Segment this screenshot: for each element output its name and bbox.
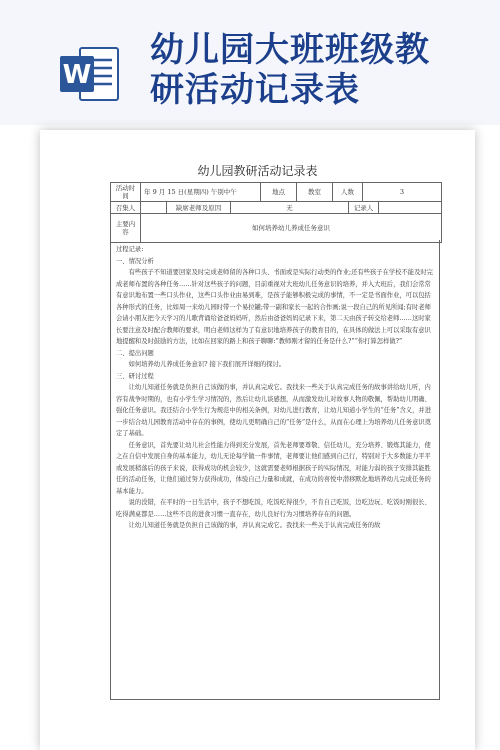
section-1-paragraph-1: 有些孩子不知道要回家及时完成老师留的各种口头、书面或是实际行动类的作业;还有些孩子在学校不能及时完成老师布置的各种任务……针对这些孩子的问题，目前重视对大班幼儿任务意识的培养，并入大班后，我们会常常有意识地布置一些口头作业，这些口头作业由易到难，是孩子能够积极完成的事情，不一定是书面作业，可以包括各种形式的任务，比如周一来幼儿园时带一个易拉罐;带一副和家长一起的合作画;说一段自己的所见所闻;有时老师会请小朋友把今天学习的儿歌背诵给爸爸妈妈听，然后由爸爸妈妈记录下来，第二天由孩子转交给老师……这时家长要注意及时配合教师的要求，明白老师这样为了有意识地培养孩子的教育目的，在具体的做法上可以采取有意识地提醒和及时鼓励的方法，比如在回家的路上和孩子聊聊:“教师刚才留的任务是什么?”“你打算怎样做?” xyxy=(116,269,433,345)
section-3-paragraph-4: 让幼儿知道任务就是负担自己该做的事，并认真完成它。我找来一些关于认真完成任务的故 xyxy=(128,522,381,529)
absent-value: 无 xyxy=(231,202,349,213)
topic-value: 如何培养幼儿养成任务意识 xyxy=(252,224,330,232)
place-value: 教室 xyxy=(297,183,333,201)
section-1-heading: 一、情况分析 xyxy=(116,257,154,265)
time-label: 活动时间 xyxy=(111,183,141,201)
svg-text:W: W xyxy=(62,60,92,90)
convener-value xyxy=(141,202,167,213)
table-row-time xyxy=(111,183,441,202)
recorder-value xyxy=(379,202,441,213)
table-row-topic xyxy=(111,214,441,243)
document-page xyxy=(40,130,475,750)
section-3-paragraph-2: 任务意识，首先要让幼儿社会性能力得到充分发展，首先老师要尊敬、信任幼儿，充分培养、锻炼其能力，使之在自信中发展自身的基本能力，幼儿无论每学做一件事情，老师要让他们感到自己行，特别对于大多数能力平平或发展稍落后的孩子来说，获得成功的机会较少，这就需要老师根据孩子的实际情况，对能力弱的孩子安排其能胜任的活动任务，让他们通过努力获得成功，体验自己力量和成就，在成功的喜悦中潜移默化地培养幼儿完成任务的基本能力。 xyxy=(116,441,431,495)
header-banner xyxy=(0,0,500,125)
topic-label: 主要内容 xyxy=(111,214,141,242)
process-record-body xyxy=(110,240,440,700)
banner-title-line-1: 幼儿园大班班级教 xyxy=(150,30,430,70)
absent-label: 缺席老师及原因 xyxy=(167,202,231,213)
section-3-paragraph-1: 让幼儿知道任务就是负担自己该做的事，并认真完成它。我找来一些关于认真完成任务的故事讲给幼儿听，内容有战争时期的，也有小学生学习情况的，然后让幼儿谈感想，从而激发幼儿对故事人物的敬佩，帮助幼儿明确、强化任务意识。我还结合小学生行为规范中的相关条例，对幼儿进行教育，让幼儿知道小学生的“任务”含义，并进一步结合幼儿园教育活动中存在的事例，使幼儿更明确自己的“任务”是什么，从而在心理上为培养幼儿任务意识奠定了基础。 xyxy=(116,384,431,437)
banner-title-line-2: 研活动记录表 xyxy=(150,70,360,110)
convener-label: 召集人 xyxy=(111,202,141,213)
record-heading: 过程记录: xyxy=(116,246,144,253)
document-title: 幼儿园教研活动记录表 xyxy=(197,164,318,178)
count-label: 人数 xyxy=(333,183,363,201)
word-document-icon xyxy=(58,42,122,106)
record-table xyxy=(110,182,442,243)
section-2-heading: 二、提出问题 xyxy=(116,349,154,357)
banner-title xyxy=(150,30,490,110)
section-3-heading: 三、研讨过程 xyxy=(116,372,154,380)
section-2-paragraph-1: 如何培养幼儿养成任务意识? 接下我们展开详细的探讨。 xyxy=(128,361,286,368)
table-row-convener xyxy=(111,202,441,214)
section-3-paragraph-3: 说的没错，在平时的一日生活中，孩子不想吃饭，吃饭吃得很少，不肯自己吃饭，边吃边玩、吃饭时刚很长、吃得满桌都是……这些不良的进食习惯一直存在，幼儿良好行为习惯培养存在的问题。 xyxy=(116,499,431,518)
time-value: 年 9 月 15 日(星期四) 午别中午 xyxy=(141,183,261,201)
recorder-label: 记录人 xyxy=(349,202,379,213)
place-label: 地点 xyxy=(261,183,297,201)
count-value: 3 xyxy=(399,188,405,196)
